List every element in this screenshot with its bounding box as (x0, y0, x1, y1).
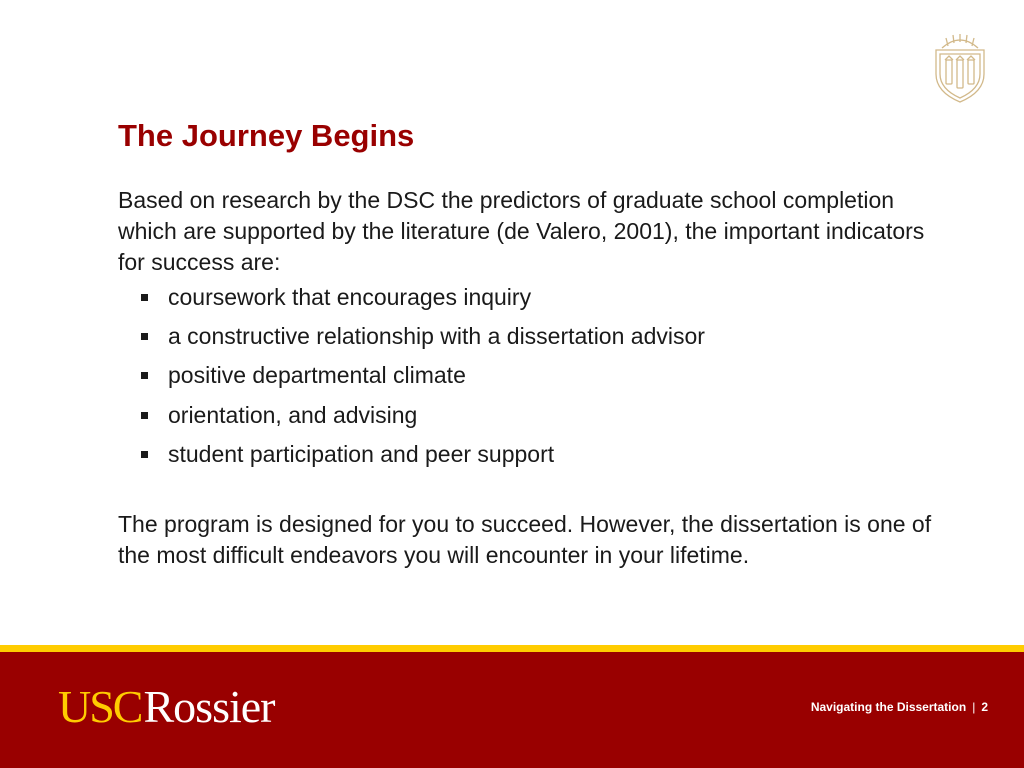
bullet-square-icon (141, 294, 148, 301)
list-item-text: positive departmental climate (168, 362, 466, 389)
list-item-text: coursework that encourages inquiry (168, 284, 532, 310)
footer-gold-stripe (0, 645, 1024, 652)
bullet-square-icon (141, 451, 148, 458)
list-item (118, 360, 948, 391)
slide-body (118, 185, 948, 571)
presentation-title: Navigating the Dissertation (810, 700, 967, 714)
bullet-square-icon (141, 372, 148, 379)
list-item-text: student participation and peer support (168, 440, 555, 467)
page-number: 2 (981, 700, 988, 714)
indicator-list (118, 282, 948, 470)
list-item (118, 400, 948, 431)
intro-paragraph: Based on research by the DSC the predictors of graduate school completion which are supported by the literature (de Valero, 2001), the important indicators for success are: (118, 187, 925, 275)
footer-separator: | (972, 700, 976, 714)
footer-bar (0, 652, 1024, 768)
list-item (118, 321, 948, 352)
list-item (118, 282, 948, 313)
bullet-square-icon (141, 333, 148, 340)
logo-rossier-text: Rossier (143, 681, 275, 732)
bullet-square-icon (141, 412, 148, 419)
list-item (118, 439, 948, 470)
usc-rossier-logo (58, 682, 274, 743)
logo-usc-text: USC (58, 681, 142, 732)
footer-caption (811, 700, 988, 714)
list-item-text: a constructive relationship with a dissertation advisor (168, 323, 705, 350)
slide-title: The Journey Begins (118, 118, 415, 153)
closing-paragraph: The program is designed for you to succeed. However, the dissertation is one of the most difficult endeavors you will encounter in your lifetime. (118, 510, 932, 568)
list-item-text: orientation, and advising (168, 401, 418, 428)
usc-seal-icon (932, 34, 988, 104)
